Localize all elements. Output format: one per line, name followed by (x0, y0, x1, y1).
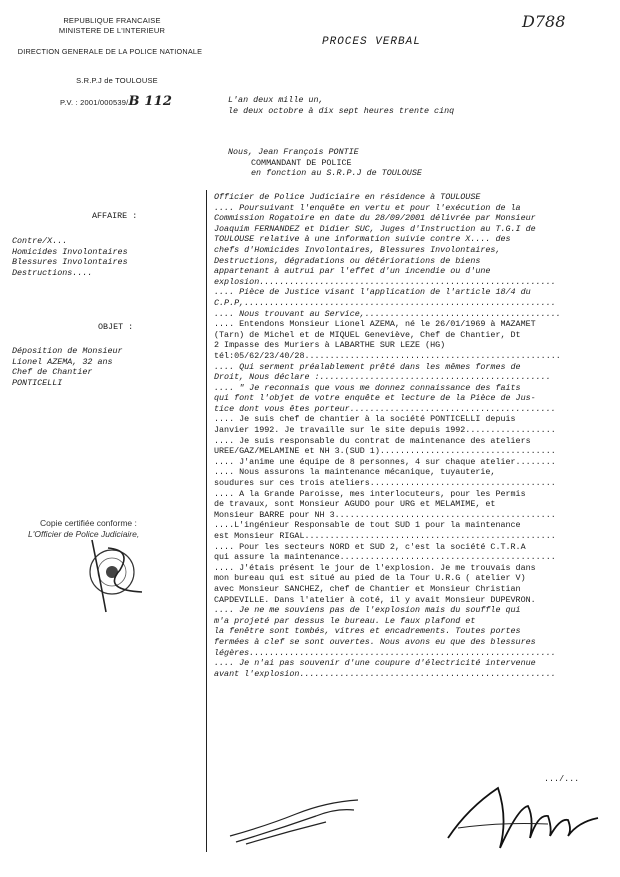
body-line: Commission Rogatoire en date du 28/09/2001 délivrée par Monsieur (214, 213, 536, 224)
body-line: la fenêtre sont tombés, vitres et encadrements. Toutes portes (214, 626, 521, 637)
body-line: Joaquim FERNANDEZ et Didier SUC, Juges d'Instruction au T.G.I de (214, 223, 536, 234)
stamp-line: Copie certifiée conforme : (40, 518, 137, 528)
body-line: de travaux, sont Monsieur AGUDO pour URG et MELAMIME, et (214, 499, 496, 510)
direction-label: DIRECTION GENERALE DE LA POLICE NATIONALE (17, 47, 203, 56)
pv-label: P.V. : 2001/000539/ (60, 98, 129, 107)
body-line: Officier de Police Judiciaire en résidence à TOULOUSE (214, 192, 481, 202)
service-label: S.R.P.J de TOULOUSE (76, 76, 158, 85)
affaire-label: AFFAIRE : (92, 211, 138, 221)
body-line: ....L'ingénieur Responsable de tout SUD 1 pour la maintenance (214, 520, 521, 531)
opening-line: le deux octobre à dix sept heures trente cinq (228, 105, 455, 116)
body-line: tice dont vous êtes porteur......................................... (214, 403, 556, 414)
body-line: avant l'explosion................................................... (214, 668, 556, 679)
pv-handwritten: B 112 (128, 94, 173, 109)
officer-line: en fonction au S.R.P.J de TOULOUSE (251, 168, 422, 179)
body-line: UREE/GAZ/MELAMINE et NH 3.(SUD 1)................................... (214, 446, 556, 457)
statement-body (214, 192, 561, 679)
objet-item: Lionel AZEMA, 32 ans (12, 356, 113, 367)
body-line: CAPDEVILLE. Dans l'atelier à coté, il y avait Monsieur DUPEVRON. (214, 594, 536, 605)
body-line: m'a projeté par dessus le bureau. Le faux plafond et (214, 615, 476, 626)
body-line: Droit, Nous déclare :.............................................. (214, 372, 551, 383)
affaire-item: Destructions.... (12, 267, 93, 278)
body-line: (Tarn) de Michel et de MIQUEL Geneviève, Chef de Chantier, Dt (214, 329, 521, 340)
body-line: légères............................................................. (214, 647, 556, 658)
continuation-marker: .../... (544, 774, 580, 784)
body-line: TOULOUSE relative à une information suivie contre X.... des (214, 234, 511, 245)
body-line: .... Je suis responsable du contrat de maintenance des ateliers (214, 435, 531, 446)
republic-label: REPUBLIQUE FRANCAISE (63, 16, 161, 25)
affaire-item: Blessures Involontaires (12, 257, 128, 268)
body-line: .... Entendons Monsieur Lionel AZEMA, né le 26/01/1969 à MAZAMET (214, 319, 536, 330)
body-line: .... Pour les secteurs NORD et SUD 2, c'est la société C.T.R.A (214, 541, 526, 552)
body-line: 2 Impasse des Muriers à LABARTHE SUR LEZE (HG) (214, 340, 446, 351)
body-line: .... Poursuivant l'enquête en vertu et pour l'exécution de la (214, 202, 521, 213)
objet-item: PONTICELLI (12, 377, 63, 388)
body-line: Janvier 1992. Je travaille sur le site depuis 1992.................. (214, 425, 556, 436)
police-seal-signature (72, 530, 152, 620)
body-line: qui assure la maintenance........................................... (214, 552, 556, 563)
body-line: .... Qui serment préalablement prêté dans les mêmes formes de (214, 361, 521, 372)
pv-number (60, 94, 173, 109)
body-line: qui font l'objet de votre enquête et lecture de la Pièce de Jus- (214, 393, 536, 404)
objet-list (12, 346, 123, 388)
body-line: Destructions, dégradations ou détériorations de biens (214, 255, 481, 266)
ministry-label: MINISTERE DE L'INTERIEUR (58, 26, 166, 35)
officer-block (228, 147, 422, 179)
body-line: .... Nous assurons la maintenance mécanique, tuyauterie, (214, 467, 496, 478)
body-line: .... " Je reconnais que vous me donnez connaissance des faits (214, 382, 521, 393)
header-left (22, 16, 202, 36)
opening-line: L'an deux mille un, (228, 95, 324, 105)
body-line: chefs d'Homicides Involontaires, Blessures Involontaires, (214, 244, 501, 255)
body-line: .... Je ne me souviens pas de l'explosion mais du souffle qui (214, 605, 521, 616)
body-line: .... A la Grande Paroisse, mes interlocuteurs, pour les Permis (214, 488, 526, 499)
affaire-item: Homicides Involontaires (12, 246, 128, 257)
affaire-list (12, 236, 128, 278)
body-line: soudures sur ces trois ateliers..................................... (214, 478, 556, 489)
officer-line: COMMANDANT DE POLICE (251, 157, 352, 168)
body-line: explosion........................................................... (214, 276, 556, 287)
body-line: C.P.P,.............................................................. (214, 297, 556, 308)
signature-left (226, 792, 366, 852)
body-line: est Monsieur RIGAL.................................................. (214, 531, 556, 541)
objet-item: Chef de Chantier (12, 367, 93, 378)
body-line: fermées à clef se sont ouvertes. Nous avons eu que des blessures (214, 636, 536, 647)
stamp-line: L'Officier de Police Judiciaire, (28, 529, 140, 539)
body-line: avec Monsieur SANCHEZ, chef de Chantier et Monsieur Christian (214, 583, 521, 594)
opening-date (228, 95, 454, 116)
page-number: D788 (522, 12, 566, 31)
body-line: Monsieur BARRE pour NH 3............................................ (214, 509, 556, 520)
body-line: mon bureau qui est situé au pied de la Tour U.R.G ( atelier V) (214, 573, 526, 584)
body-line: .... Pièce de Justice visant l'application de l'article 18/4 du (214, 287, 531, 298)
body-line: tél:05/62/23/40/28................................................... (214, 350, 561, 361)
body-line: appartenant à autrui par l'effet d'un incendie ou d'une (214, 266, 491, 277)
page-title: PROCES VERBAL (322, 36, 421, 48)
body-line: .... Je n'ai pas souvenir d'une coupure d'électricité intervenue (214, 658, 536, 669)
body-line: .... J'anime une équipe de 8 personnes, 4 sur chaque atelier........ (214, 456, 556, 467)
body-line: .... Nous trouvant au Service,....................................... (214, 308, 561, 319)
body-line: .... J'étais présent le jour de l'explosion. Je me trouvais dans (214, 562, 536, 573)
body-line: .... Je suis chef de chantier à la société PONTICELLI depuis (214, 414, 516, 425)
affaire-item: Contre/X... (12, 236, 68, 246)
objet-label: OBJET : (98, 322, 134, 332)
signature-right (438, 778, 608, 858)
objet-item: Déposition de Monsieur (12, 346, 123, 356)
officer-line: Nous, Jean François PONTIE (228, 147, 359, 157)
